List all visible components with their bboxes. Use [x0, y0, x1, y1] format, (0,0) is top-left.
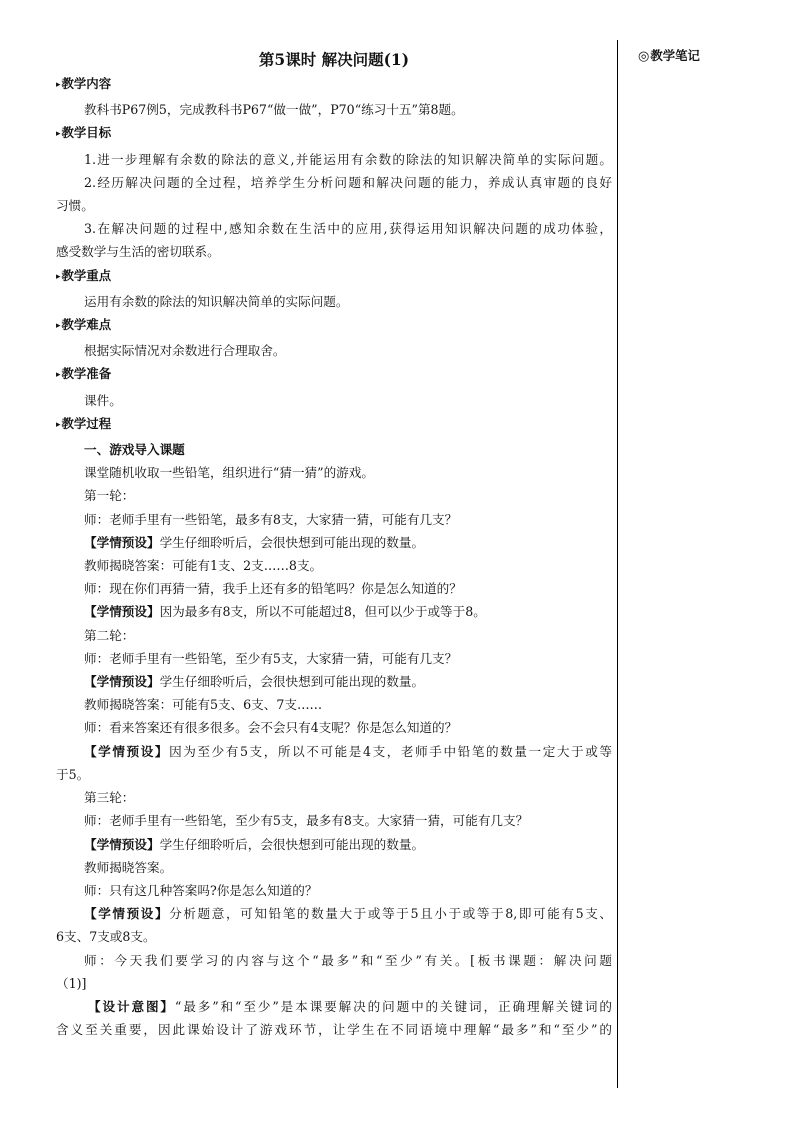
section-heading [56, 121, 612, 147]
line-text: 因为至少有5支，所以不可能是4支，老师手中铅笔的数量一定大于或等 [169, 743, 613, 759]
line-text: 习惯。 [56, 198, 94, 214]
line-text: 学生仔细聆听后，会很快想到可能出现的数量。 [159, 534, 425, 550]
line-text: 6支、7支或8支。 [56, 929, 156, 945]
line-text: 分析题意，可知铅笔的数量大于或等于5且小于或等于8,即可能有5支、 [169, 906, 613, 922]
line-text: 第二轮： [84, 627, 135, 643]
text-line [56, 508, 612, 531]
text-line [56, 339, 612, 362]
lesson-content [56, 72, 612, 1041]
annotation-tag: 【学情预设】 [84, 534, 160, 550]
page-title: 第5课时 解决问题(1) [258, 50, 410, 69]
text-line [56, 624, 612, 647]
annotation-tag: 【学情预设】 [84, 836, 160, 852]
line-text: 第三轮： [84, 790, 135, 806]
text-line [56, 577, 612, 600]
section-heading [56, 313, 612, 339]
text-line [56, 194, 612, 217]
text-line [56, 600, 612, 623]
line-text: 感受数学与生活的密切联系。 [56, 244, 220, 260]
section-heading [56, 412, 612, 438]
section-heading [56, 362, 612, 388]
text-line [56, 879, 612, 902]
line-text: 学生仔细聆听后，会很快想到可能出现的数量。 [159, 836, 425, 852]
lesson-plan-body [56, 48, 612, 1041]
line-text: 课堂随机收取一些铅笔，组织进行“猜一猜”的游戏。 [84, 465, 374, 481]
text-line [56, 290, 612, 313]
text-line [56, 217, 612, 240]
section-heading [56, 264, 612, 290]
line-text: 教学重点 [61, 267, 112, 283]
annotation-tag: 【学情预设】 [84, 674, 160, 690]
text-line [56, 389, 612, 412]
triangle-bullet-icon: ▸ [56, 271, 61, 282]
line-text: 因为最多有8支，所以不可能超过8，但可以少于或等于8。 [159, 604, 486, 620]
triangle-bullet-icon: ▸ [56, 80, 61, 90]
section-heading [56, 72, 612, 98]
line-text: 师：老师手里有一些铅笔，至少有5支，大家猜一猜，可能有几支？ [84, 650, 458, 666]
column-divider [617, 40, 618, 1088]
line-text: 教师揭晓答案：可能有1支、2支……8支。 [84, 558, 323, 574]
text-line [56, 763, 612, 786]
text-line [56, 98, 612, 121]
text-line [56, 925, 612, 948]
text-line [56, 240, 612, 263]
triangle-bullet-icon: ▸ [56, 419, 61, 430]
text-line [56, 461, 612, 484]
text-line [56, 972, 612, 995]
line-text: 运用有余数的除法的知识解决简单的实际问题。 [84, 293, 349, 309]
text-line [56, 716, 612, 739]
text-line [56, 902, 612, 925]
text-line [56, 438, 612, 461]
line-text: 师：今天我们要学习的内容与这个“最多”和“至少”有关。[板书课题：解决问题 [84, 952, 612, 968]
line-text: 教学内容 [61, 76, 112, 91]
text-line [56, 670, 612, 693]
line-text: 3.在解决问题的过程中,感知余数在生活中的应用,获得运用知识解决问题的成功体验， [84, 221, 612, 237]
text-line [56, 554, 612, 577]
text-line [56, 809, 612, 832]
line-text: 学生仔细聆听后，会很快想到可能出现的数量。 [159, 674, 425, 690]
triangle-bullet-icon: ▸ [56, 321, 61, 332]
triangle-bullet-icon: ▸ [56, 129, 61, 140]
annotation-tag: 【设计意图】 [88, 998, 175, 1014]
teaching-notes-header [638, 46, 700, 64]
annotation-tag: 【学情预设】 [84, 743, 170, 759]
text-line [56, 148, 612, 171]
line-text: 教师揭晓答案。 [84, 859, 173, 875]
line-text: 教学难点 [61, 317, 112, 333]
line-text: 师：现在你们再猜一猜，我手上还有多的铅笔吗？你是怎么知道的？ [84, 581, 462, 597]
line-text: 师：老师手里有一些铅笔，最多有8支，大家猜一猜，可能有几支？ [84, 511, 458, 527]
annotation-tag: 【学情预设】 [84, 604, 160, 620]
text-line [56, 484, 612, 507]
text-line [56, 1018, 612, 1041]
line-text: 教学目标 [61, 125, 112, 141]
text-line [56, 833, 612, 856]
teaching-notes-label: 教学笔记 [650, 48, 700, 63]
text-line [56, 786, 612, 809]
line-text: 含义至关重要，因此课始设计了游戏环节，让学生在不同语境中理解“最多”和“至少”的 [56, 1022, 612, 1038]
line-text: 师：老师手里有一些铅笔，至少有5支，最多有8支。大家猜一猜，可能有几支？ [84, 813, 529, 829]
line-text: 教科书P67例5，完成教科书P67“做一做”，P70“练习十五”第8题。 [84, 102, 464, 118]
double-circle-icon: ◎ [638, 49, 650, 64]
line-text: 一、游戏导入课题 [84, 442, 185, 458]
text-line [56, 647, 612, 670]
line-text: 第一轮： [84, 488, 135, 504]
line-text: 师：只有这几种答案吗?你是怎么知道的？ [84, 882, 318, 898]
line-text: （1)] [56, 975, 87, 991]
line-text: 2.经历解决问题的全过程，培养学生分析问题和解决问题的能力，养成认真审题的良好 [84, 174, 612, 190]
line-text: 教学准备 [61, 366, 112, 382]
line-text: 于5。 [56, 766, 90, 782]
line-text: 根据实际情况对余数进行合理取舍。 [84, 343, 286, 359]
text-line [56, 949, 612, 972]
text-line [56, 740, 612, 763]
line-text: 教学过程 [61, 415, 112, 431]
triangle-bullet-icon: ▸ [56, 370, 61, 381]
text-line [56, 693, 612, 716]
text-line [56, 995, 612, 1018]
text-line [56, 856, 612, 879]
line-text: 教师揭晓答案：可能有5支、6支、7支…… [84, 697, 323, 713]
annotation-tag: 【学情预设】 [84, 906, 170, 922]
line-text: 课件。 [84, 392, 122, 408]
text-line [56, 171, 612, 194]
line-text: 1.进一步理解有余数的除法的意义,并能运用有余数的除法的知识解决简单的实际问题。 [84, 151, 612, 167]
line-text: 师：看来答案还有很多很多。会不会只有4支呢？你是怎么知道的？ [84, 720, 458, 736]
text-line [56, 531, 612, 554]
line-text: “最多”和“至少”是本课要解决的问题中的关键词，正确理解关键词的 [174, 998, 612, 1014]
